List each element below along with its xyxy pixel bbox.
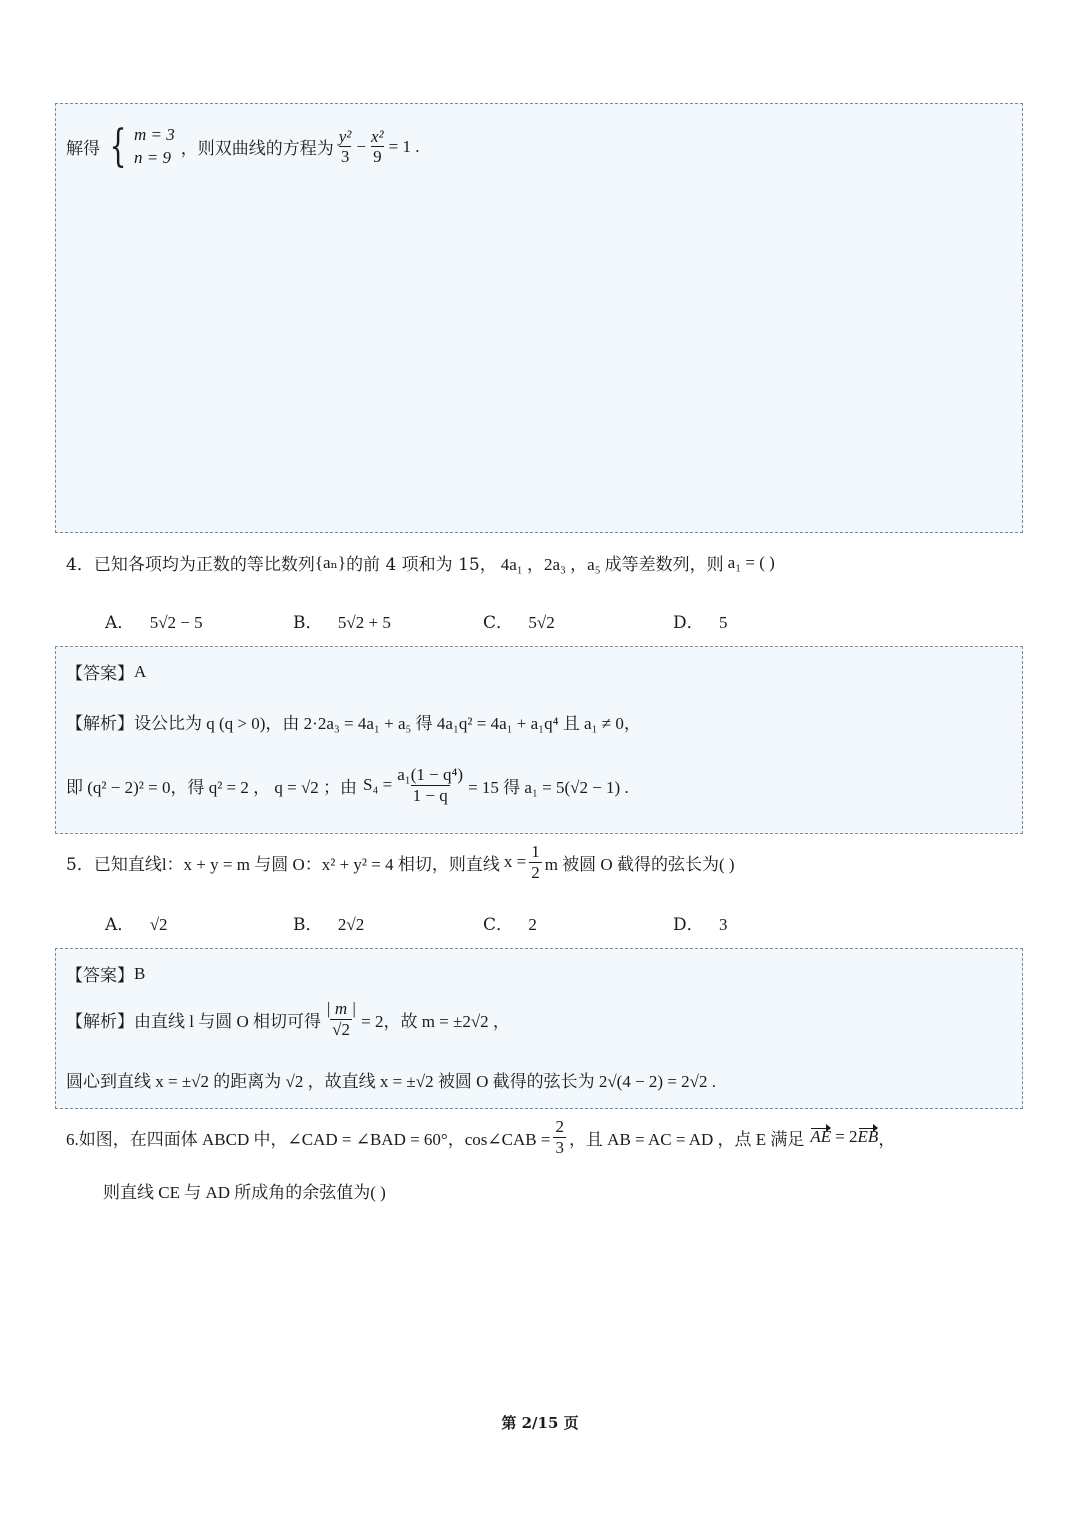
answer-value: A <box>134 661 147 681</box>
question-5-stem <box>66 842 735 882</box>
q4-seq: {aₙ} <box>314 552 347 572</box>
fraction-s4 <box>395 765 465 805</box>
analysis-line-1: 设公比为 q (q > 0)，由 2·2a₃ = 4a₁ + a₅ 得 4a₁q² = 4a₁ + a₁q⁴ 且 a₁ ≠ 0， <box>134 714 641 733</box>
frac-num: 1 <box>531 842 540 861</box>
q6-stem-c: ， <box>878 1129 896 1150</box>
q4-option-d[interactable] <box>673 608 728 633</box>
solution-mid: ，则双曲线的方程为 <box>180 139 334 160</box>
q4-option-b[interactable] <box>293 608 391 633</box>
equation-system <box>134 124 175 170</box>
solution-suffix: = 1 . <box>388 136 420 156</box>
option-text: √2 <box>149 915 168 934</box>
q4-ask: a₁ = ( ) <box>727 552 775 572</box>
option-text: 5√2 − 5 <box>149 613 203 632</box>
q4-terms: 4a₁ ，2a₃ ，a₅ <box>500 555 601 574</box>
vector-ae: AE <box>810 1127 832 1147</box>
option-label: D． <box>673 915 704 935</box>
question-4-stem <box>66 550 775 575</box>
frac-den: √2 <box>332 1019 350 1039</box>
option-text: 3 <box>719 915 728 934</box>
option-label: B． <box>293 915 323 935</box>
vector-eq: = 2 <box>835 1127 858 1147</box>
option-label: B． <box>293 613 323 633</box>
q4-option-c[interactable] <box>483 608 555 633</box>
q5-stem-b: l：x + y = m 与圆 O：x² + y² = 4 相切，则直线 <box>161 854 500 874</box>
frac-num: a₁(1 − q⁴) <box>397 765 464 784</box>
q4-stem-a: 4．已知各项均为正数的等比数列 <box>66 555 315 575</box>
system-line-2: n = 9 <box>134 147 171 167</box>
option-label: C． <box>483 613 514 633</box>
option-text: 5 <box>719 613 728 632</box>
analysis-line-2a: 即 (q² − 2)² = 0，得 q² = 2 ， q = √2 ；由 <box>66 777 358 797</box>
analysis-b: = 2，故 m = ±2√2 ， <box>361 1011 510 1031</box>
q6-stem-a: 6.如图，在四面体 ABCD 中，∠CAD = ∠BAD = 60°，cos∠CAB = <box>66 1129 551 1149</box>
q5-option-d[interactable] <box>673 910 728 935</box>
analysis-tag: 【解析】 <box>66 714 134 734</box>
page-number: 第 2/15 页 <box>501 1414 579 1432</box>
option-text: 5√2 + 5 <box>337 613 391 632</box>
fraction-one-half <box>529 842 542 882</box>
q4-stem-c: 成等差数列，则 <box>604 555 724 575</box>
q5-option-b[interactable] <box>293 910 364 935</box>
q5-option-a[interactable] <box>105 910 168 935</box>
q5-stem-c: m 被圆 O 截得的弦长为( ) <box>544 854 735 874</box>
frac-den: 9 <box>373 147 382 167</box>
option-label: A． <box>105 915 135 935</box>
q4-option-a[interactable] <box>105 608 203 633</box>
fraction-x2-9 <box>369 127 386 167</box>
frac-den: 2 <box>531 862 540 882</box>
answer-box-q4 <box>55 646 1023 834</box>
answer-value: B <box>134 963 146 983</box>
brace-symbol: { <box>109 120 127 172</box>
analysis-line-2b: = 15 得 a₁ = 5(√2 − 1) . <box>468 777 629 797</box>
solution-prefix: 解得 <box>66 139 100 160</box>
option-text: 5√2 <box>528 613 555 632</box>
fraction-y2-3 <box>337 127 354 167</box>
analysis-tag: 【解析】 <box>66 1011 134 1032</box>
option-text: 2√2 <box>337 915 365 934</box>
q5-stem-a: 5．已知直线 <box>66 854 162 875</box>
question-6-stem <box>66 1117 895 1157</box>
frac-den: 3 <box>340 147 350 167</box>
question-6-line2 <box>103 1178 386 1203</box>
minus-sign: − <box>356 136 366 156</box>
vector-eb: EB <box>857 1127 879 1147</box>
system-line-1: m = 3 <box>134 125 175 144</box>
frac-num: | m | <box>326 999 357 1018</box>
frac-den: 3 <box>555 1137 564 1157</box>
option-label: D． <box>673 613 704 633</box>
option-label: C． <box>483 915 514 935</box>
q5-stem-x: x = <box>503 852 527 872</box>
frac-den: 1 − q <box>412 785 448 805</box>
frac-num: 2 <box>555 1117 564 1136</box>
solution-box-q3 <box>55 103 1023 533</box>
frac-num: x² <box>371 126 384 146</box>
fraction-abs-m <box>324 999 358 1039</box>
answer-tag: 【答案】 <box>66 966 134 986</box>
analysis-a: 由直线 l 与圆 O 相切可得 <box>134 1011 321 1031</box>
option-label: A． <box>105 613 135 633</box>
q5-option-c[interactable] <box>483 910 537 935</box>
q6-stem-b: ，且 AB = AC = AD ，点 E 满足 <box>568 1129 805 1149</box>
frac-num: y² <box>338 126 352 146</box>
analysis-line-2: 圆心到直线 x = ±√2 的距离为 √2 ，故直线 x = ±√2 被圆 O 截得的弦长为 2√(4 − 2) = 2√2 . <box>66 1072 717 1091</box>
q6-line-2: 则直线 CE 与 AD 所成角的余弦值为( ) <box>103 1183 386 1202</box>
fraction-two-thirds <box>553 1117 566 1157</box>
answer-tag: 【答案】 <box>66 664 134 684</box>
option-text: 2 <box>528 915 537 934</box>
q4-stem-b: 的前 4 项和为 15， <box>346 555 497 575</box>
answer-box-q5 <box>55 948 1023 1109</box>
s4-label: S₄ = <box>363 775 393 795</box>
